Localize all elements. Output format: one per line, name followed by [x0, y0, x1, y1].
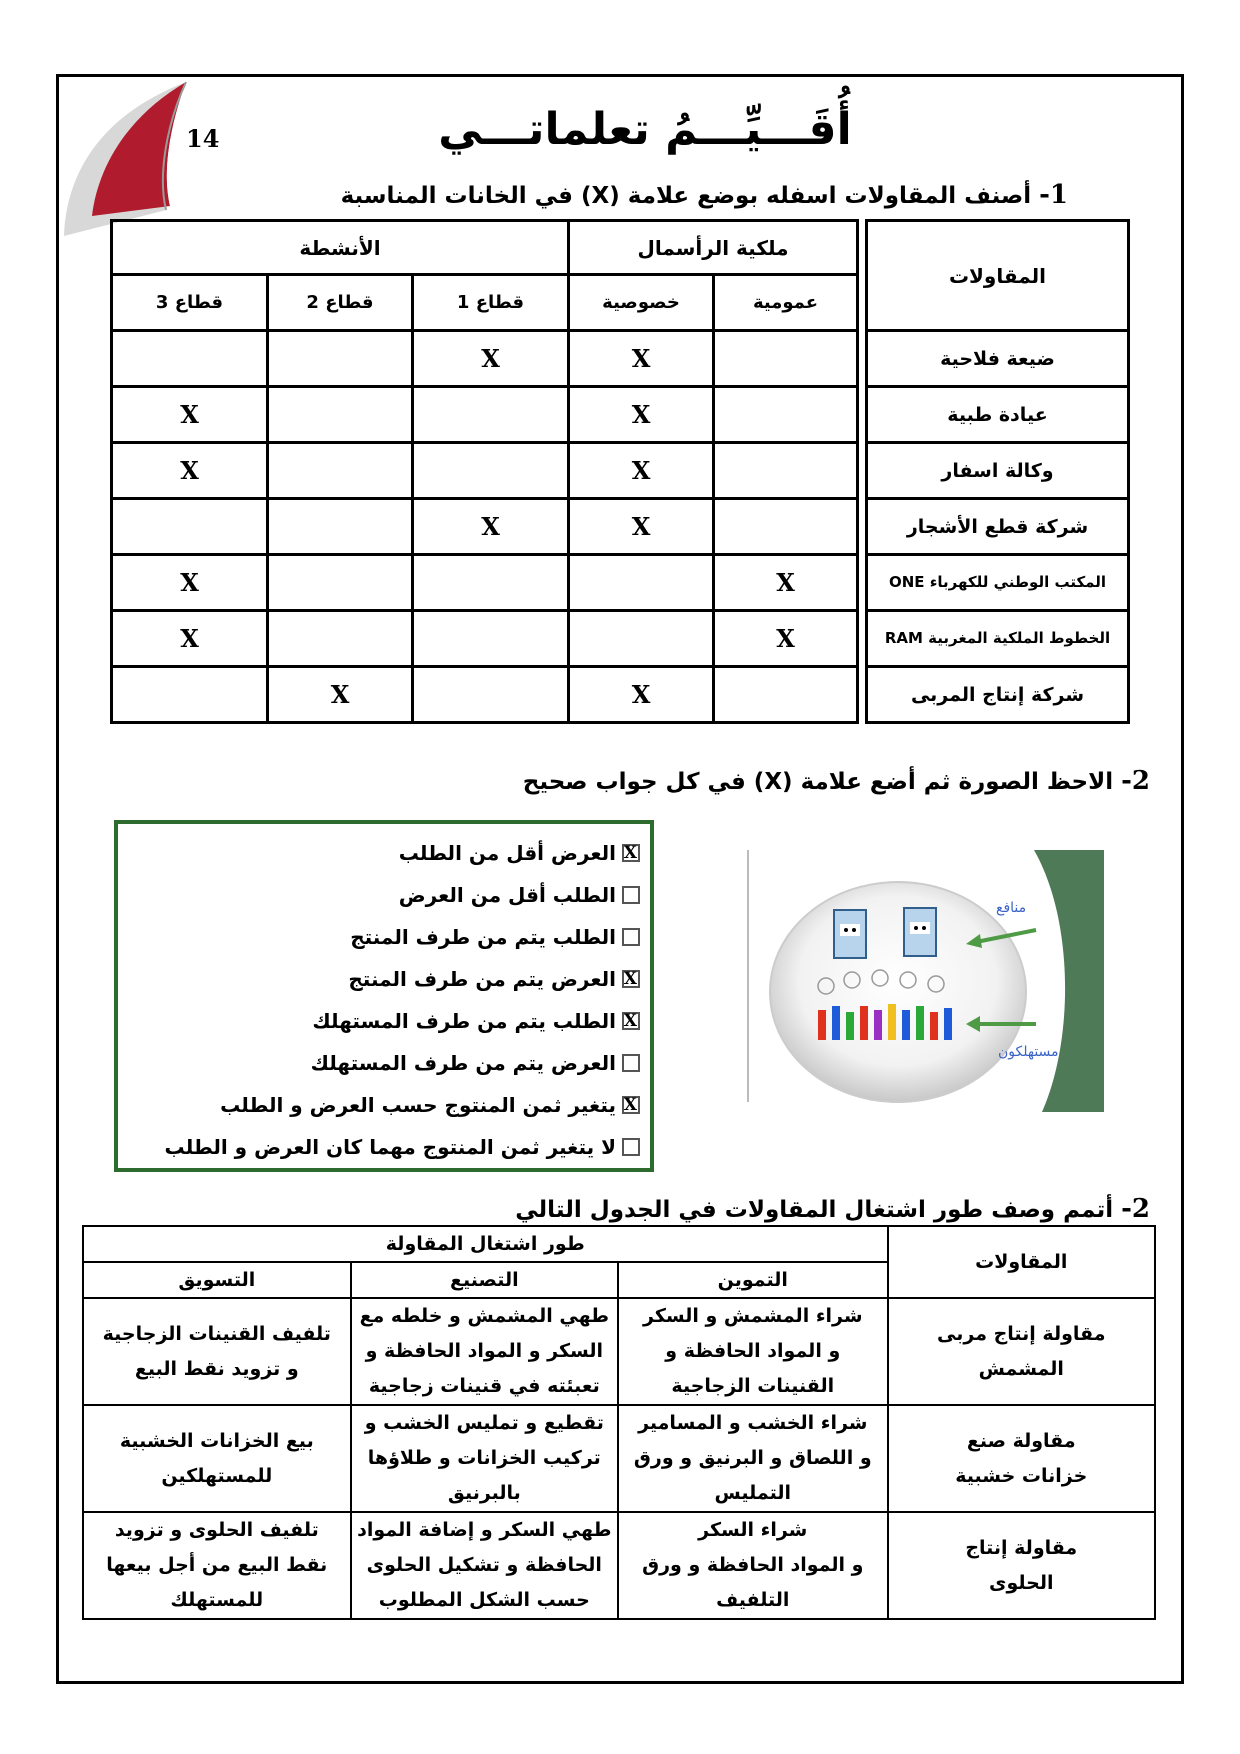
text-line: التلفيف: [716, 1589, 790, 1611]
cell-sector1: [413, 387, 569, 443]
list-item[interactable]: [128, 1042, 640, 1084]
cell-sector2: [268, 443, 413, 499]
cell-sector3: X: [112, 387, 268, 443]
page-number: 14: [186, 124, 220, 153]
text-line: خزانات خشبية: [955, 1464, 1088, 1487]
exercise2-text: الاحظ الصورة ثم أضع علامة (X) في كل جواب صحيح: [522, 769, 1114, 795]
text-line: السكر و المواد الحافظة و: [365, 1340, 604, 1362]
text-line: التمليس: [714, 1482, 792, 1504]
list-item[interactable]: [128, 958, 640, 1000]
cell-private: [569, 555, 714, 611]
text-line: بيع الخزانات الخشبية: [119, 1429, 314, 1452]
exercise1-number: 1-: [1039, 180, 1068, 210]
text-line: شراء السكر: [698, 1519, 808, 1541]
header-enterprises: المقاولات: [867, 221, 1129, 331]
cell-sector1: X: [413, 331, 569, 387]
header-public: عمومية: [714, 275, 858, 331]
checkbox[interactable]: X: [623, 843, 638, 863]
text-line: بالبرنيق: [447, 1482, 521, 1504]
text-line: مقاولة إنتاج مربى: [937, 1322, 1106, 1345]
cell-sector2: [268, 499, 413, 555]
list-item[interactable]: [128, 1084, 640, 1126]
text-line: و المواد الحافظة و: [665, 1340, 841, 1362]
checkbox[interactable]: X: [623, 1095, 638, 1115]
checkbox[interactable]: X: [623, 969, 638, 989]
cell-private: X: [569, 443, 714, 499]
checkbox[interactable]: [622, 1054, 640, 1072]
table-row: [83, 1405, 1155, 1512]
text-line: طهي المشمش و خلطه مع: [359, 1305, 610, 1327]
header-manufacturing: التصنيع: [351, 1262, 618, 1298]
table-row: [112, 499, 1129, 555]
cell-marketing: [83, 1405, 351, 1512]
enterprise-name: شركة قطع الأشجار: [867, 499, 1129, 555]
text-line: حسب الشكل المطلوب: [378, 1589, 590, 1611]
exercise1-instruction: [341, 180, 1068, 210]
text-line: نقط البيع من أجل بيعها: [106, 1554, 328, 1576]
cell-sector3: X: [112, 611, 268, 667]
cell-sector3: [112, 667, 268, 723]
text-line: و تزويد نقط البيع: [134, 1357, 299, 1380]
list-item[interactable]: [128, 916, 640, 958]
text-line: تقطيع و تمليس الخشب و: [364, 1412, 604, 1434]
enterprise-name: [888, 1298, 1155, 1405]
enterprise-name: عيادة طبية: [867, 387, 1129, 443]
exercise3-number: 2-: [1121, 1194, 1150, 1224]
cell-public: X: [714, 611, 858, 667]
header-sector1: قطاع 1: [413, 275, 569, 331]
cell-public: [714, 443, 858, 499]
cell-sector2: X: [268, 667, 413, 723]
cell-sector1: X: [413, 499, 569, 555]
product-box-icon: [834, 910, 866, 958]
enterprise-name: المكتب الوطني للكهرباء ONE: [867, 555, 1129, 611]
cell-marketing: [83, 1512, 351, 1619]
cell-sector3: [112, 331, 268, 387]
table-row: [83, 1512, 1155, 1619]
cell-manufacturing: [351, 1298, 618, 1405]
cell-public: [714, 499, 858, 555]
text-line: المشمش: [978, 1357, 1064, 1380]
cell-sector3: [112, 499, 268, 555]
header-sector3: قطاع 3: [112, 275, 268, 331]
list-item[interactable]: [128, 874, 640, 916]
exercise2-instruction: [523, 766, 1150, 796]
item-label: العرض يتم من طرف المستهلك: [310, 1051, 616, 1075]
text-line: و المواد الحافظة و ورق: [642, 1554, 864, 1576]
text-line: مقاولة إنتاج: [965, 1536, 1078, 1559]
page-title: أُقَـــيِّـــمُ تعلماتـــي: [438, 104, 852, 155]
exercise1-text: أصنف المقاولات اسفله بوضع علامة (X) في الخانات المناسبة: [340, 183, 1032, 209]
cell-public: [714, 387, 858, 443]
product-box-icon: [904, 908, 936, 956]
cell-marketing: [83, 1298, 351, 1405]
text-line: الحافظة و تشكيل الحلوى: [366, 1554, 602, 1576]
table-row: [112, 611, 1129, 667]
enterprise-name: شركة إنتاج المربى: [867, 667, 1129, 723]
table-row: [112, 667, 1129, 723]
item-label: الطلب أقل من العرض: [398, 883, 616, 907]
exercise3-text: أتمم وصف طور اشتغال المقاولات في الجدول التالي: [515, 1197, 1114, 1223]
cell-sector2: [268, 331, 413, 387]
market-panel: [1034, 850, 1104, 1112]
text-line: تلفيف القنينات الزجاجية: [102, 1322, 331, 1345]
cell-sector1: [413, 555, 569, 611]
text-line: مقاولة صنع: [966, 1429, 1076, 1452]
cell-sector1: [413, 611, 569, 667]
enterprise-phases-table: [82, 1225, 1156, 1620]
enterprise-name: [888, 1405, 1155, 1512]
table-row: [112, 387, 1129, 443]
item-label: الطلب يتم من طرف المستهلك: [312, 1009, 616, 1033]
header-supply: التموين: [618, 1262, 887, 1298]
text-line: و اللصاق و البرنيق و ورق: [633, 1447, 872, 1469]
item-label: العرض يتم من طرف المنتج: [348, 967, 616, 991]
cell-supply: [618, 1405, 887, 1512]
cell-private: X: [569, 499, 714, 555]
enterprise-name: وكالة اسفار: [867, 443, 1129, 499]
text-line: شراء الخشب و المسامير: [638, 1412, 868, 1434]
text-line: تعبئته في قنينات زجاجية: [368, 1375, 600, 1397]
enterprise-classification-table: [110, 219, 1130, 724]
header-phase: طور اشتغال المقاولة: [83, 1226, 888, 1262]
consumers-label: مستهلكون: [998, 1044, 1059, 1060]
text-line: للمستهلكين: [161, 1464, 273, 1487]
header-sector2: قطاع 2: [268, 275, 413, 331]
checkbox[interactable]: X: [623, 1011, 638, 1031]
header-activities: الأنشطة: [112, 221, 569, 275]
cell-public: [714, 331, 858, 387]
cell-supply: [618, 1298, 887, 1405]
table-row: [112, 555, 1129, 611]
checkbox[interactable]: [622, 1138, 640, 1156]
text-line: تركيب الخزانات و طلاؤها: [367, 1447, 601, 1469]
cell-private: X: [569, 667, 714, 723]
checkbox[interactable]: [622, 886, 640, 904]
benefits-label: منافع: [996, 900, 1027, 916]
text-line: تلفيف الحلوى و تزويد: [114, 1519, 319, 1541]
cell-manufacturing: [351, 1512, 618, 1619]
cell-private: X: [569, 331, 714, 387]
cell-sector1: [413, 443, 569, 499]
header-private: خصوصية: [569, 275, 714, 331]
exercise3-instruction: [515, 1194, 1150, 1224]
item-label: العرض أقل من الطلب: [398, 841, 616, 865]
exercise2-number: 2-: [1121, 766, 1150, 796]
cell-sector3: X: [112, 555, 268, 611]
text-line: للمستهلك: [170, 1589, 264, 1611]
cell-sector1: [413, 667, 569, 723]
list-item[interactable]: [128, 1000, 640, 1042]
cell-private: X: [569, 387, 714, 443]
list-item[interactable]: [128, 1126, 640, 1168]
cell-sector2: [268, 387, 413, 443]
cell-public: X: [714, 555, 858, 611]
cell-manufacturing: [351, 1405, 618, 1512]
table-row: [83, 1298, 1155, 1405]
cell-sector2: [268, 555, 413, 611]
text-line: طهي السكر و إضافة المواد: [357, 1519, 612, 1541]
enterprise-name: ضيعة فلاحية: [867, 331, 1129, 387]
item-label: يتغير ثمن المنتوج حسب العرض و الطلب: [220, 1093, 616, 1117]
cell-supply: [618, 1512, 887, 1619]
enterprise-name: [888, 1512, 1155, 1619]
table-row: [112, 443, 1129, 499]
consumer-disc: [770, 882, 1026, 1102]
cell-sector3: X: [112, 443, 268, 499]
text-line: القنينات الزجاجية: [671, 1375, 835, 1397]
text-line: شراء المشمش و السكر: [643, 1305, 863, 1327]
answer-checklist: [114, 820, 654, 1172]
header-enterprises: المقاولات: [888, 1226, 1155, 1298]
enterprise-name: الخطوط الملكية المغربية RAM: [867, 611, 1129, 667]
header-ownership: ملكية الرأسمال: [569, 221, 858, 275]
text-line: الحلوى: [989, 1571, 1054, 1594]
header-marketing: التسويق: [83, 1262, 351, 1298]
cell-public: [714, 667, 858, 723]
column-gap: [858, 221, 867, 723]
item-label: الطلب يتم من طرف المنتج: [350, 925, 616, 949]
checkbox[interactable]: [622, 928, 640, 946]
list-item[interactable]: [128, 832, 640, 874]
market-illustration: [744, 850, 1104, 1112]
cell-private: [569, 611, 714, 667]
cell-sector2: [268, 611, 413, 667]
table-row: [112, 331, 1129, 387]
item-label: لا يتغير ثمن المنتوج مهما كان العرض و الطلب: [164, 1135, 616, 1159]
